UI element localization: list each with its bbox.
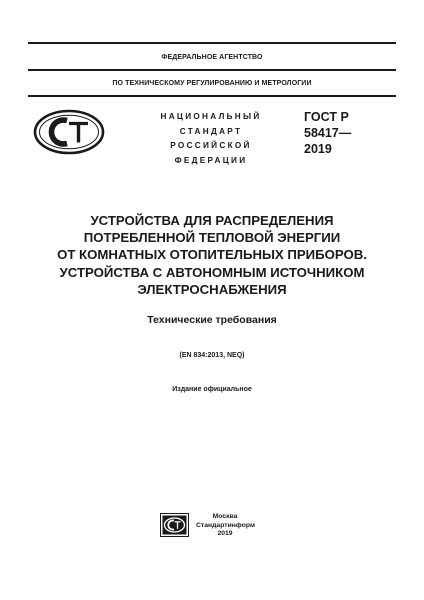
publisher-block — [196, 513, 254, 539]
middle-rule — [28, 69, 396, 71]
title-line: ОТ КОМНАТНЫХ ОТОПИТЕЛЬНЫХ ПРИБОРОВ. — [57, 247, 367, 263]
publisher-city: Москва — [212, 513, 238, 520]
title-line: ЭЛЕКТРОСНАБЖЕНИЯ — [137, 281, 287, 297]
bottom-rule — [28, 95, 396, 97]
publisher-year: 2019 — [217, 530, 233, 538]
gost-emblem-icon — [33, 109, 105, 155]
title-line: ПОТРЕБЛЕННОЙ ТЕПЛОВОЙ ЭНЕРГИИ — [83, 230, 341, 246]
national-line: ФЕДЕРАЦИИ — [174, 155, 248, 165]
document-subtitle: Технические требования — [147, 314, 277, 326]
gost-line: 2019 — [304, 142, 332, 156]
gost-line: 58417— — [304, 126, 352, 140]
document-title — [30, 212, 394, 298]
title-line: УСТРОЙСТВА ДЛЯ РАСПРЕДЕЛЕНИЯ — [90, 213, 334, 228]
gost-number — [304, 109, 351, 157]
national-standard-label — [138, 110, 284, 168]
publisher-name: Стандартинформ — [196, 521, 255, 529]
edition-note: Издание официальное — [172, 386, 252, 393]
standard-reference: (EN 834:2013, NEQ) — [179, 352, 245, 359]
publisher-emblem-icon — [160, 513, 189, 537]
gost-line: ГОСТ Р — [304, 110, 349, 124]
title-line: УСТРОЙСТВА С АВТОНОМНЫМ ИСТОЧНИКОМ — [59, 264, 365, 280]
national-line: СТАНДАРТ — [179, 126, 243, 136]
national-line: НАЦИОНАЛЬНЫЙ — [160, 112, 262, 121]
top-rule — [28, 42, 396, 44]
agency-name-line2: ПО ТЕХНИЧЕСКОМУ РЕГУЛИРОВАНИЮ И МЕТРОЛОГИИ — [112, 80, 312, 87]
national-line: РОССИЙСКОЙ — [170, 141, 252, 150]
agency-name-line1: ФЕДЕРАЛЬНОЕ АГЕНТСТВО — [161, 54, 263, 61]
